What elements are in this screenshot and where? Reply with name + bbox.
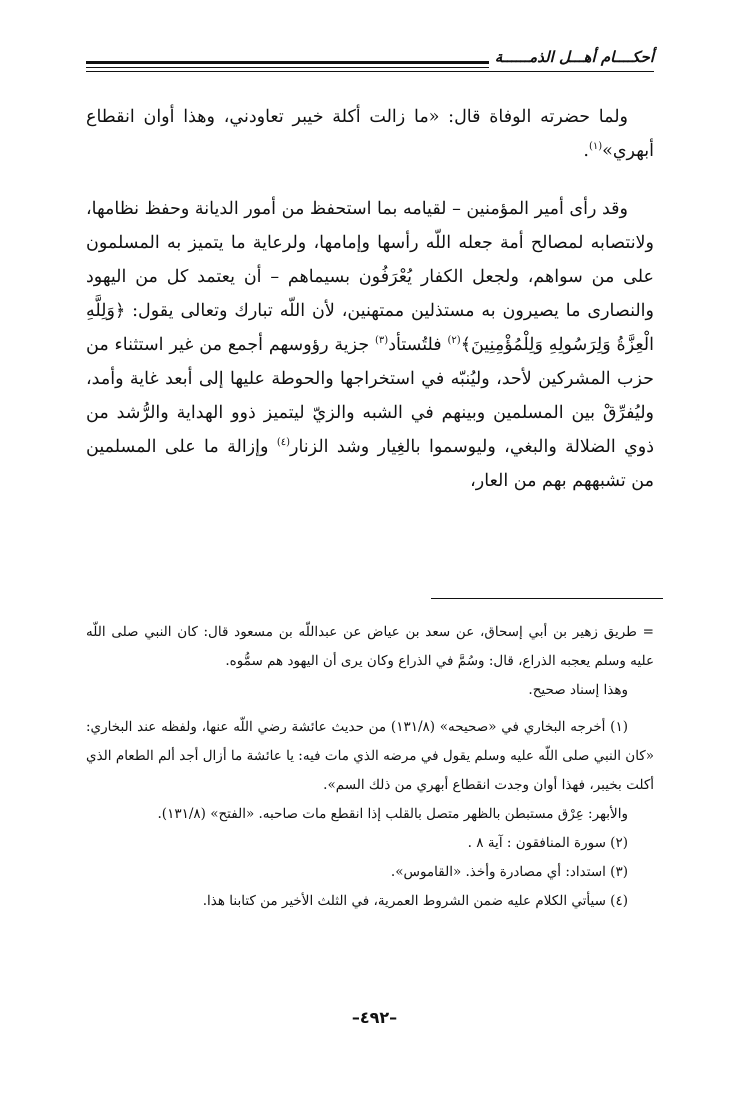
header-rule-thin bbox=[86, 71, 654, 72]
footnote-ref-4: (٤) bbox=[276, 437, 291, 449]
footnote-2: (٢) سورة المنافقون : آية ٨ . bbox=[467, 835, 628, 851]
footnote-3: (٣) استداد: أي مصادرة وأخذ. «القاموس». bbox=[390, 864, 628, 880]
footnote-1-continued: والأبهر: عِرْق مستبطن بالظهر متصل بالقلب إذا انقطع مات صاحبه. «الفتح» (١٣١/٨). bbox=[157, 806, 628, 822]
footnote-continuation: = طريق زهير بن أبي إسحاق، عن سعد بن عياض عن عبداللّه بن مسعود قال: كان النبي صلى اللّه عليه وسلم يعجبه الذراع، قال: وسُمَّ في الذراع وكان يرى أن اليهود هم سمُّوه. bbox=[86, 624, 654, 669]
footnote-1: (١) أخرجه البخاري في «صحيحه» (١٣١/٨) من حديث عائشة رضي اللّه عنها، ولفظه عند البخاري: «كان النبي صلى اللّه عليه وسلم يقول في مرضه الذي مات فيه: يا عائشة ما أزال أجد ألم الطعام الذي أكلت بخيبر، فهذا أوان وجدت انقطاع أبهري من ذلك السم». bbox=[86, 719, 654, 793]
paragraph-1-tail: . bbox=[583, 141, 589, 161]
paragraph-2-text: وقد رأى أمير المؤمنين – لقيامه بما استحفظ من أمور الديانة وحفظ نظامها، ولانتصابه لمصالح أمة جعله اللّه رأسها وإمامها، ولرعاية ما يتميز به المسلمون على من سواهم، ولجعل الكفار يُعْرَفُون بسيماهم – أن يعتمد كل من اليهود والنصارى ما يصيرون به مستذلين ممتهنين، لأن اللّه تبارك وتعالى يقول: ﴿وَلِلَّهِ الْعِزَّةُ وَلِرَسُولِهِ وَلِلْمُؤْمِنِينَ﴾ bbox=[86, 199, 654, 355]
running-header-title: أحكــــام أهـــل الذمــــــة bbox=[489, 46, 654, 68]
paragraph-2-mid: فلتُستأد bbox=[388, 335, 448, 355]
page-number: –٤٩٢– bbox=[351, 1008, 398, 1027]
paragraph-1-text: ولما حضرته الوفاة قال: «ما زالت أكلة خيبر تعاودني، وهذا أوان انقطاع أبهري» bbox=[86, 107, 654, 161]
main-text bbox=[86, 100, 654, 498]
running-header bbox=[86, 46, 654, 76]
footnote-isnad: وهذا إسناد صحيح. bbox=[528, 682, 628, 698]
paragraph-2-text-end: وإزالة ما على المسلمين من تشبههم بهم من العار، bbox=[86, 437, 654, 491]
footnote-separator bbox=[431, 598, 663, 599]
paragraph-2 bbox=[86, 192, 654, 498]
footnotes bbox=[86, 618, 654, 916]
paragraph-1 bbox=[86, 100, 654, 168]
footnote-ref-2: (٢) bbox=[447, 335, 461, 347]
footnote-ref-3: (٣) bbox=[375, 335, 389, 347]
footnote-4: (٤) سيأتي الكلام عليه ضمن الشروط العمرية، في الثلث الأخير من كتابنا هذا. bbox=[202, 893, 628, 909]
paragraph-2-text-continued: جزية رؤوسهم أجمع من غير استثناء من حزب المشركين لأحد، وليُنبّه في استخراجها والحوطة عليها إلى أبعد غاية وأمد، وليُفرِّقْ بين المسلمين وبينهم في الشبه والزيّ ليتميز ذوو الهداية والرُّشد من ذوي الضلالة والبغي، وليوسموا بالغِيار وشد الزنار bbox=[86, 335, 654, 457]
footnote-ref-1: (١) bbox=[588, 141, 603, 153]
